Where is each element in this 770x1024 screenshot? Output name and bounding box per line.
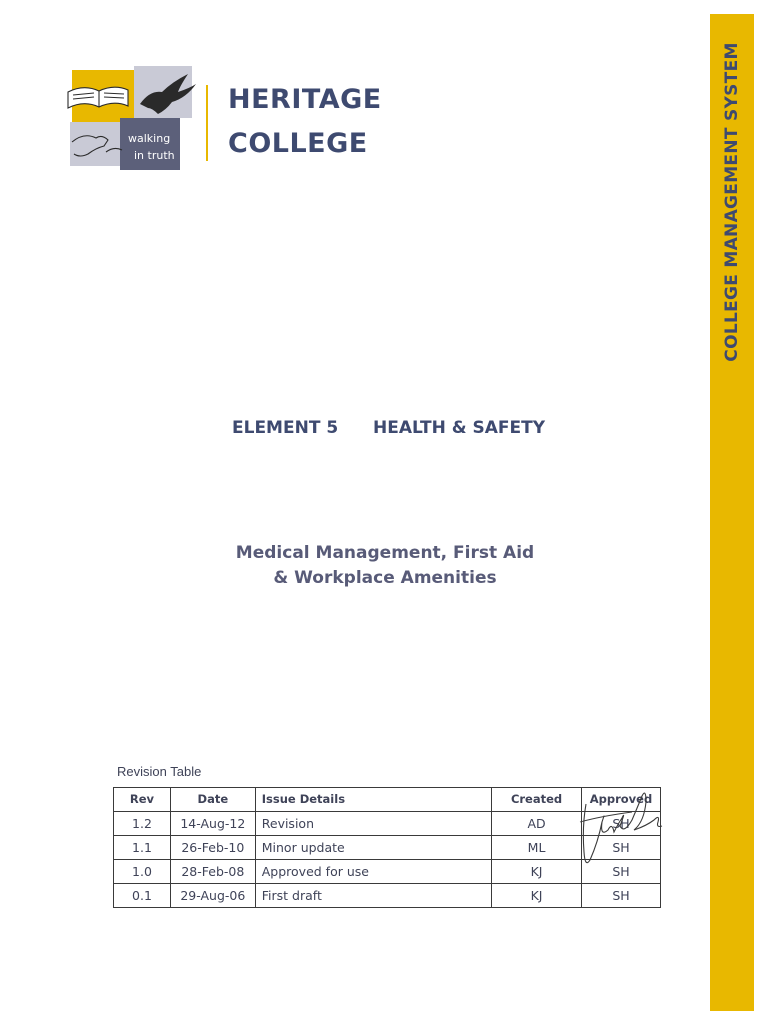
logo-tagline-2: in truth	[134, 149, 175, 162]
cell-approved: SH	[581, 836, 660, 860]
cell-rev: 1.1	[114, 836, 171, 860]
cell-rev: 0.1	[114, 884, 171, 908]
college-logo	[62, 62, 207, 177]
sidebar-label: COLLEGE MANAGEMENT SYSTEM	[722, 42, 742, 362]
cell-approved: SH	[581, 884, 660, 908]
cell-rev: 1.0	[114, 860, 171, 884]
cell-date: 26-Feb-10	[170, 836, 255, 860]
logo-divider	[206, 85, 208, 161]
cell-created: KJ	[492, 884, 582, 908]
cell-issue: First draft	[255, 884, 491, 908]
cell-created: ML	[492, 836, 582, 860]
header-date: Date	[170, 788, 255, 812]
cell-approved: SH	[581, 860, 660, 884]
cell-issue: Minor update	[255, 836, 491, 860]
cell-date: 29-Aug-06	[170, 884, 255, 908]
document-title-line2: & Workplace Amenities	[273, 568, 497, 588]
college-name-line1: HERITAGE	[228, 84, 382, 115]
cell-issue: Approved for use	[255, 860, 491, 884]
cell-approved: SH	[581, 812, 660, 836]
table-row	[114, 884, 661, 908]
element-number: ELEMENT 5	[232, 418, 339, 438]
header-approved: Approved	[581, 788, 660, 812]
header-created: Created	[492, 788, 582, 812]
cell-created: KJ	[492, 860, 582, 884]
cell-date: 28-Feb-08	[170, 860, 255, 884]
college-name-line2: COLLEGE	[228, 128, 368, 159]
document-title-line1: Medical Management, First Aid	[235, 543, 535, 563]
cell-rev: 1.2	[114, 812, 171, 836]
cell-date: 14-Aug-12	[170, 812, 255, 836]
approval-signature	[572, 782, 667, 872]
element-name: HEALTH & SAFETY	[373, 418, 546, 438]
header-rev: Rev	[114, 788, 171, 812]
logo-tagline-1: walking	[128, 132, 171, 145]
cell-issue: Revision	[255, 812, 491, 836]
revision-table-caption: Revision Table	[117, 764, 202, 779]
cell-created: AD	[492, 812, 582, 836]
header-issue-details: Issue Details	[255, 788, 491, 812]
